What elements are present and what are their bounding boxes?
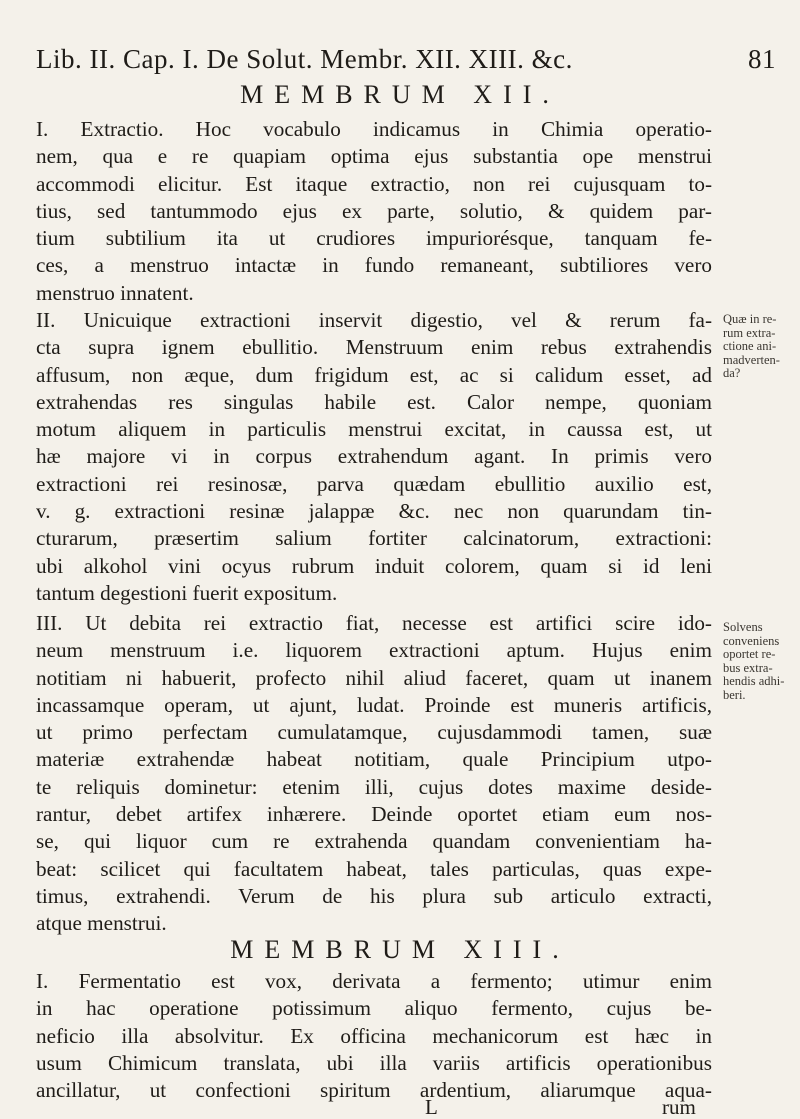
section-heading-membrum-13: MEMBRUM XIII. (230, 935, 570, 964)
text-line: usum Chimicum translata, ubi illa variis artificis operationibus (36, 1050, 712, 1075)
margin-note-solvens (723, 621, 795, 702)
text-line: te reliquis dominetur: etenim illi, cujus dotes maxime deside- (36, 774, 712, 799)
text-line: ancillatur, ut confectioni spiritum ardentium, aliarumque aqua- (36, 1078, 712, 1103)
margin-note-line: Quæ in re- (723, 312, 777, 326)
paragraph-menstruum (36, 610, 712, 938)
margin-note-line: Solvens (723, 620, 763, 634)
signature-mark: L (425, 1095, 438, 1119)
text-line: neum menstruum i.e. liquorem extractioni aptum. Hujus enim (36, 638, 712, 663)
paragraph-fermentatio (36, 968, 712, 1104)
margin-note-line: oportet re- (723, 647, 776, 661)
margin-note-line: da? (723, 366, 741, 380)
text-line: timus, extrahendi. Verum de his plura sub articulo extracti, (36, 883, 712, 908)
text-line: in hac operatione potissimum aliquo fermento, cujus be- (36, 996, 712, 1021)
text-line: affusum, non æque, dum frigidum est, ac si calidum esset, ad (36, 362, 712, 387)
text-line: ubi alkohol vini ocyus rubrum induit colorem, quam si id leni (36, 553, 712, 578)
text-line: III. Ut debita rei extractio fiat, necesse est artifici scire ido- (36, 611, 712, 635)
text-line: atque menstrui. (36, 911, 167, 936)
paragraph-digestio (36, 307, 712, 607)
text-line: accommodi elicitur. Est itaque extractio, non rei cujusquam to- (36, 171, 712, 196)
paragraph-extractio-definition (36, 116, 712, 307)
text-line: tius, sed tantummodo ejus ex parte, solutio, & quidem par- (36, 198, 712, 223)
text-line: motum aliquem in particulis menstrui excitat, in caussa est, ut (36, 417, 712, 442)
margin-note-line: hendis adhi- (723, 674, 785, 688)
text-line: I. Extractio. Hoc vocabulo indicamus in Chimia operatio- (36, 117, 712, 141)
section-heading-membrum-12: MEMBRUM XII. (240, 80, 560, 109)
text-line: tium subtilium ita ut crudiores impuriorésque, tanquam fe- (36, 226, 712, 251)
text-line: tantum degestioni fuerit expositum. (36, 580, 338, 605)
text-line: materiæ extrahendæ habeat notitiam, quale Principium utpo- (36, 747, 712, 772)
margin-note-line: beri. (723, 687, 746, 702)
running-head (36, 44, 776, 75)
text-line: incassamque operam, ut ajunt, ludat. Proinde est muneris artificis, (36, 692, 712, 717)
margin-note-extractio (723, 313, 795, 381)
text-line: extractioni rei resinosæ, parva quædam ebullitio auxilio est, (36, 471, 712, 496)
margin-note-line: rum extra- (723, 325, 776, 340)
text-line: notitiam ni habuerit, profecto nihil aliud faceret, quam ut inanem (36, 665, 712, 690)
text-line: beat: scilicet qui facultatem habeat, tales particulas, quas expe- (36, 856, 712, 881)
text-line: neficio illa absolvitur. Ex officina mechanicorum est hæc in (36, 1023, 712, 1048)
text-line: nem, qua e re quapiam optima ejus substantia ope menstrui (36, 144, 712, 169)
text-line: cturarum, præsertim salium fortiter calcinatorum, extractioni: (36, 526, 712, 551)
margin-note-line: conveniens (723, 633, 780, 648)
text-line: hæ majore vi in corpus extrahendum agant. In primis vero (36, 444, 712, 469)
text-line: ces, a menstruo intactæ in fundo remaneant, subtiliores vero (36, 253, 712, 278)
margin-note-line: ctione ani- (723, 339, 777, 353)
text-line: v. g. extractioni resinæ jalappæ &c. nec non quarundam tin- (36, 499, 712, 524)
text-line: I. Fermentatio est vox, derivata a fermento; utimur enim (36, 969, 712, 993)
text-line: II. Unicuique extractioni inservit digestio, vel & rerum fa- (36, 308, 712, 332)
margin-note-line: madverten- (723, 352, 780, 367)
text-line: ut primo perfectam cumulatamque, cujusdammodi tamen, suæ (36, 720, 712, 745)
margin-note-line: bus extra- (723, 660, 773, 675)
text-line: se, qui liquor cum re extrahenda quandam convenientiam ha- (36, 829, 712, 854)
page-number: 81 (748, 44, 776, 74)
catchword: rum (662, 1095, 696, 1119)
running-head-title: Lib. II. Cap. I. De Solut. Membr. XII. XIII. &c. (36, 44, 573, 74)
text-line: extrahendas res singulas habile est. Calor nempe, quoniam (36, 389, 712, 414)
text-line: menstruo innatent. (36, 280, 194, 305)
text-line: rantur, debet artifex inhærere. Deinde oportet etiam eum nos- (36, 802, 712, 827)
text-line: cta supra ignem ebullitio. Menstruum enim rebus extrahendis (36, 335, 712, 360)
